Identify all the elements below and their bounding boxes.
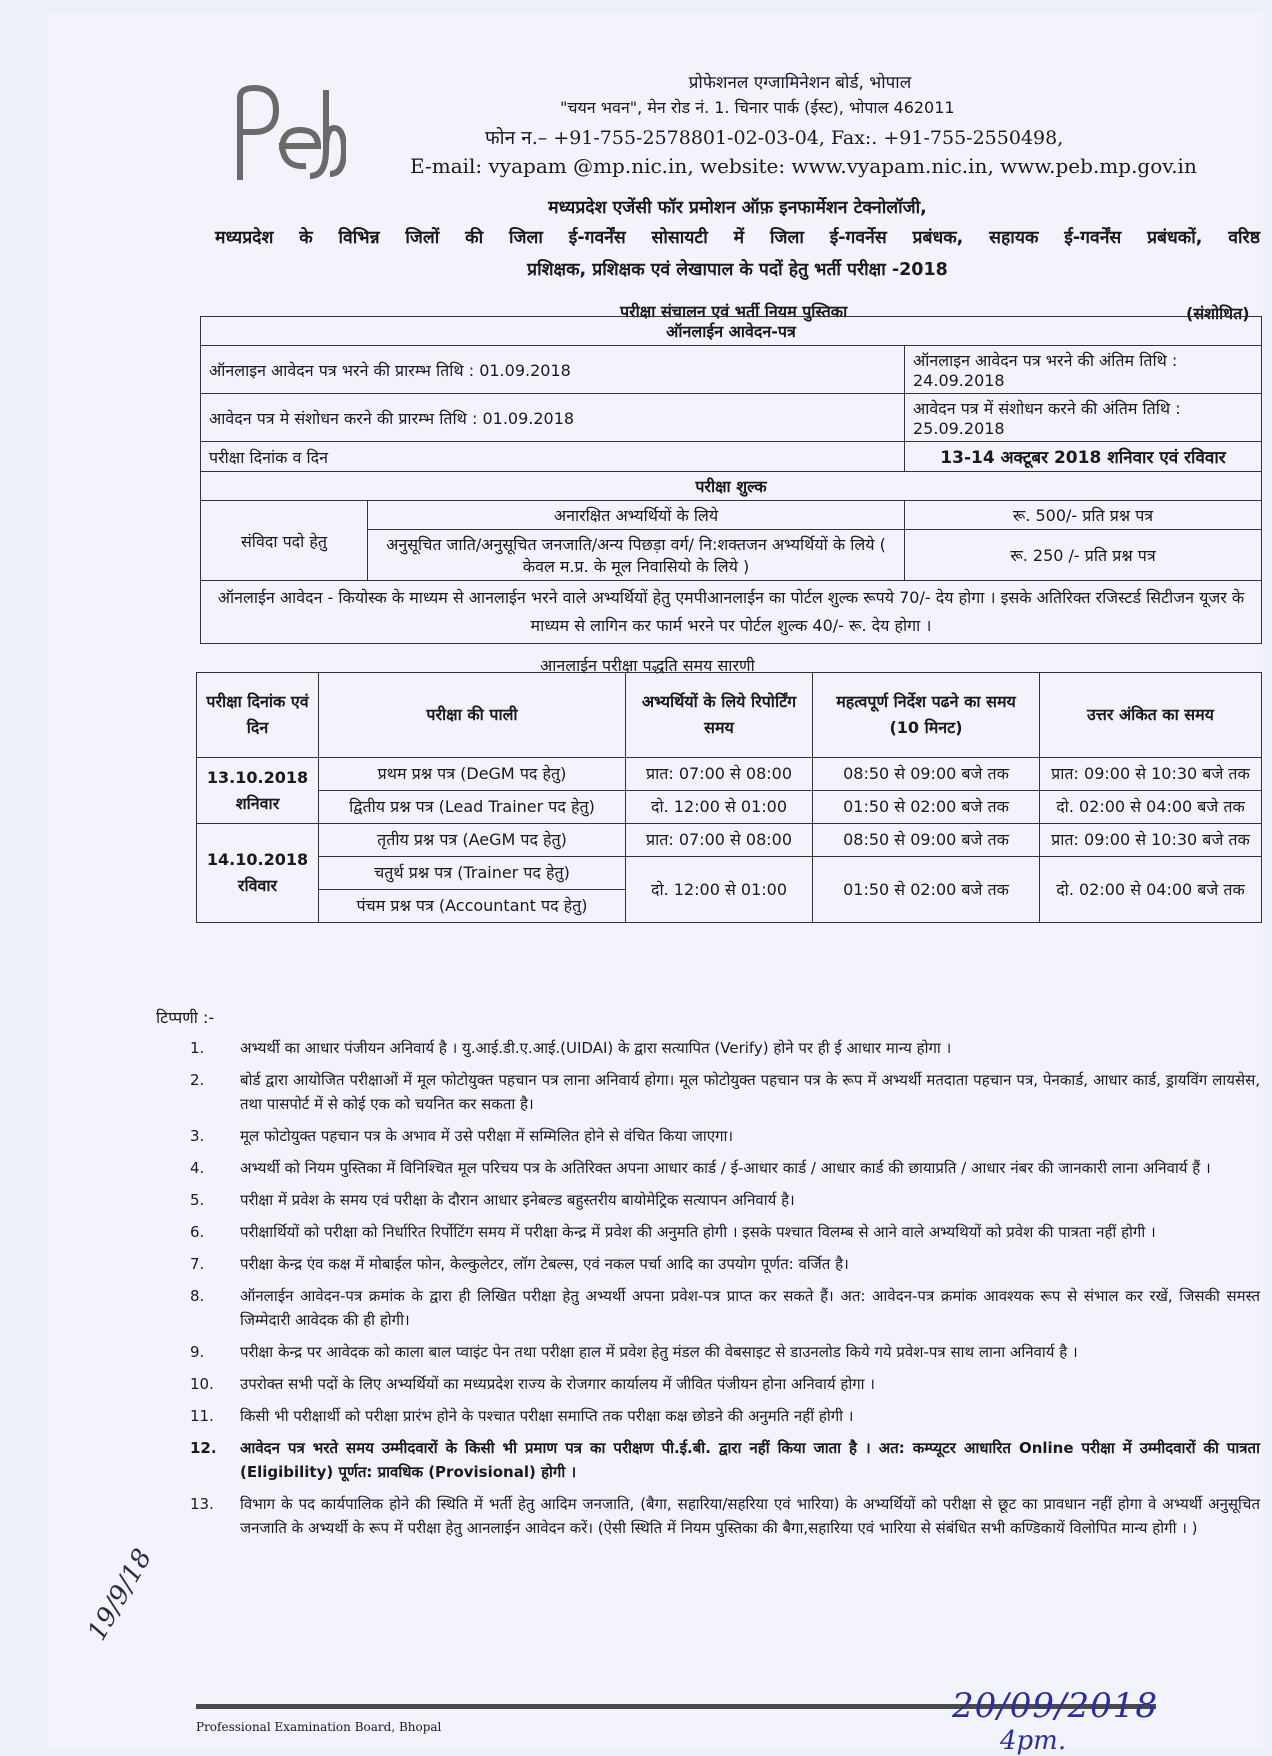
list-item <box>190 1068 1260 1116</box>
answer-time: दो. 02:00 से 04:00 बजे तक <box>1040 791 1262 824</box>
rulebook-heading: परीक्षा संचालन एवं भर्ती नियम पुस्तिका <box>620 302 848 321</box>
paper-name: पंचम प्रश्न पत्र (Accountant पद हेतु) <box>319 890 626 923</box>
col-header-shift: परीक्षा की पाली <box>319 673 626 758</box>
correction-end: आवेदन पत्र में संशोधन करने की अंतिम तिथि : 25.09.2018 <box>905 394 1262 442</box>
portal-fee-note: ऑनलाईन आवेदन - कियोस्क के माध्यम से आनलाईन भरने वाले अभ्यर्थियों हेतु एमपीआनलाईन का पोर्टल शुल्क रूपये 70/- देय होगा । इसके अतिरिक्त रजिस्टर्ड सिटीजन यूजर के माध्यम से लागिन कर फार्म भरने पर पोर्टल शुल्क 40/- रू. देय होगा । <box>201 581 1262 644</box>
note-text: परीक्षार्थियों को परीक्षा को निर्धारित रिर्पोटिंग समय में परीक्षा केन्द्र में प्रवेश की अनुमति होगी । इसके पश्चात विलम्ब से आने वाले अभ्यथियों को प्रवेश की पात्रता नहीं होगी । <box>240 1223 1156 1241</box>
paper-name: द्वितीय प्रश्न पत्र (Lead Trainer पद हेतु) <box>319 791 626 824</box>
reporting-time: दो. 12:00 से 01:00 <box>626 791 813 824</box>
note-text: अभ्यर्थी का आधार पंजीयन अनिवार्य है । यु.आई.डी.ए.आई.(UIDAI) के द्वारा सत्यापित (Verify) होने पर ही ई आधार मान्य होगा । <box>240 1039 952 1057</box>
note-text: अभ्यर्थी को नियम पुस्तिका में विनिश्चित मूल परिचय पत्र के अतिरिक्त अपना आधार कार्ड / ई-आधार कार्ड / आधार कार्ड की छायाप्रति / आधार नंबर की जानकारी लाना अनिवार्य हैं । <box>240 1159 1211 1177</box>
answer-time: प्रात: 09:00 से 10:30 बजे तक <box>1040 758 1262 791</box>
schedule-caption: आनलाईन परीक्षा पद्धति समय सारणी <box>540 656 755 675</box>
exam-date-value: 13-14 अक्टूबर 2018 शनिवार एवं रविवार <box>905 442 1262 472</box>
note-text: किसी भी परीक्षार्थी को परीक्षा प्रारंभ होने के पश्चात परीक्षा समाप्ति तक परीक्षा कक्ष छोडने की अनुमति नहीं होगी । <box>240 1407 854 1425</box>
fee-unreserved-value: रू. 500/- प्रति प्रश्न पत्र <box>905 501 1262 530</box>
reporting-time: दो. 12:00 से 01:00 <box>626 857 813 923</box>
table-row <box>197 824 1262 857</box>
list-item <box>190 1340 1260 1364</box>
correction-start: आवेदन पत्र मे संशोधन करने की प्रारम्भ तिथि : 01.09.2018 <box>201 394 905 442</box>
note-number: 2. <box>190 1071 205 1089</box>
list-item <box>190 1436 1260 1484</box>
col-header-reading: महत्वपूर्ण निर्देश पढने का समय (10 मिनट) <box>813 673 1040 758</box>
title-line-2: मध्यप्रदेश के विभिन्न जिलों की जिला ई-गवर्नेंस सोसायटी में जिला ई-गवर्नेस प्रबंधक, सहायक ई-गवर्नेंस प्रबंधकों, वरिष्ठ <box>215 228 1260 248</box>
note-number: 12. <box>190 1439 217 1457</box>
fee-heading: परीक्षा शुल्क <box>201 472 1262 501</box>
col-header-reporting: अभ्यर्थियों के लिये रिपोर्टिंग समय <box>626 673 813 758</box>
reading-time: 08:50 से 09:00 बजे तक <box>813 824 1040 857</box>
application-end: ऑनलाइन आवेदन पत्र भरने की अंतिम तिथि : 24.09.2018 <box>905 346 1262 394</box>
paper-name: तृतीय प्रश्न पत्र (AeGM पद हेतु) <box>319 824 626 857</box>
answer-time: प्रात: 09:00 से 10:30 बजे तक <box>1040 824 1262 857</box>
org-email: E-mail: vyapam @mp.nic.in, website: www.vyapam.nic.in, www.peb.mp.gov.in <box>410 154 1197 178</box>
notes-list <box>190 1036 1260 1548</box>
exam-date-label: परीक्षा दिनांक व दिन <box>201 442 905 472</box>
list-item <box>190 1188 1260 1212</box>
list-item <box>190 1492 1260 1540</box>
list-item <box>190 1220 1260 1244</box>
paper-name: चतुर्थ प्रश्न पत्र (Trainer पद हेतु) <box>319 857 626 890</box>
handwritten-signature: 19/9/18 <box>82 1544 159 1646</box>
note-number: 13. <box>190 1495 214 1513</box>
table-row <box>197 758 1262 791</box>
note-number: 6. <box>190 1223 205 1241</box>
list-item <box>190 1404 1260 1428</box>
reading-time: 01:50 से 02:00 बजे तक <box>813 857 1040 923</box>
title-line-3: प्रशिक्षक, प्रशिक्षक एवं लेखापाल के पदों हेतु भर्ती परीक्षा -2018 <box>527 260 948 280</box>
answer-time: दो. 02:00 से 04:00 बजे तक <box>1040 857 1262 923</box>
col-header-date: परीक्षा दिनांक एवं दिन <box>197 673 319 758</box>
list-item <box>190 1372 1260 1396</box>
table-row <box>197 791 1262 824</box>
title-line-1: मध्यप्रदेश एजेंसी फॉर प्रमोशन ऑफ़ इनफार्मेशन टेक्नोलॉजी, <box>548 198 927 218</box>
reading-time: 01:50 से 02:00 बजे तक <box>813 791 1040 824</box>
note-text: परीक्षा केन्द्र एंव कक्ष में मोबाईल फोन, केल्कुलेटर, लॉग टेबल्स, एवं नकल पर्चा आदि का उपयोग पूर्णत: वर्जित है। <box>240 1255 849 1273</box>
notes-heading: टिप्पणी :- <box>156 1008 215 1027</box>
list-item <box>190 1156 1260 1180</box>
note-number: 10. <box>190 1375 214 1393</box>
org-name: प्रोफेशनल एग्जामिनेशन बोर्ड, भोपाल <box>688 73 912 93</box>
paper-name: प्रथम प्रश्न पत्र (DeGM पद हेतु) <box>319 758 626 791</box>
reporting-time: प्रात: 07:00 से 08:00 <box>626 758 813 791</box>
handwritten-time: 4pm. <box>1000 1726 1067 1756</box>
exam-day-1: 13.10.2018 शनिवार <box>197 758 319 824</box>
note-number: 5. <box>190 1191 205 1209</box>
fee-unreserved-label: अनारक्षित अभ्यर्थियों के लिये <box>368 501 905 530</box>
org-phone: फोन न.– +91-755-2578801-02-03-04, Fax:. +91-755-2550498, <box>485 127 1064 149</box>
application-heading: ऑनलाईन आवेदन-पत्र <box>201 317 1262 346</box>
note-number: 1. <box>190 1039 205 1057</box>
fee-post-label: संविदा पदो हेतु <box>201 501 368 581</box>
note-text: आवेदन पत्र भरते समय उम्मीदवारों के किसी भी प्रमाण पत्र का परीक्षण पी.ई.बी. द्वारा नहीं किया जाता है । अत: कम्प्यूटर आधारित Online परीक्षा में उम्मीदवारों की पात्रता (Eligibility) पूर्णत: प्रावधिक (Provisional) होगी । <box>240 1439 1260 1481</box>
application-start: ऑनलाइन आवेदन पत्र भरने की प्रारम्भ तिथि : 01.09.2018 <box>201 346 905 394</box>
exam-schedule-table <box>196 672 1262 923</box>
footer-text: Professional Examination Board, Bhopal <box>196 1720 442 1734</box>
note-number: 3. <box>190 1127 205 1145</box>
list-item <box>190 1124 1260 1148</box>
list-item <box>190 1284 1260 1332</box>
org-address: "चयन भवन", मेन रोड नं. 1. चिनार पार्क (ईस्ट), भोपाल 462011 <box>560 98 955 117</box>
note-text: मूल फोटोयुक्त पहचान पत्र के अभाव में उसे परीक्षा में सम्मिलित होने से वंचित किया जाएगा। <box>240 1127 734 1145</box>
note-text: परीक्षा केन्द्र पर आवेदक को काला बाल प्वाइंट पेन तथा परीक्षा हाल में प्रवेश हेतु मंडल की वेबसाइट से डाउनलोड किये गये प्रवेश-पत्र साथ लाना अनिवार्य है । <box>240 1343 1078 1361</box>
note-text: परीक्षा में प्रवेश के समय एवं परीक्षा के दौरान आधार इनेबल्ड बहुस्तरीय बायोमेट्रिक सत्यापन अनिवार्य है। <box>240 1191 795 1209</box>
fee-reserved-value: रू. 250 /- प्रति प्रश्न पत्र <box>905 530 1262 581</box>
reading-time: 08:50 से 09:00 बजे तक <box>813 758 1040 791</box>
note-number: 7. <box>190 1255 205 1273</box>
note-text: उपरोक्त सभी पदों के लिए अभ्यर्थियों का मध्यप्रदेश राज्य के रोजगार कार्यालय में जीवित पंजीयन होना अनिवार्य होगा । <box>240 1375 875 1393</box>
exam-day-2: 14.10.2018 रविवार <box>197 824 319 923</box>
note-text: विभाग के पद कार्यपालिक होने की स्थिति में भर्ती हेतु आदिम जनजाति, (बैगा, सहारिया/सहरिया एवं भारिया) के अभ्यर्थियों को परीक्षा से छूट का प्रावधान नहीं होगा वे अभ्यर्थी अनुसूचित जनजाति के अभ्यर्थी के रूप में परीक्षा हेतु आनलाईन आवेदन करें। (ऐसी स्थिति में नियम पुस्तिका की बैगा,सहारिया एवं भारिया से संबंधित सभी कण्डिकायें विलोपित मान्य होगी । ) <box>240 1495 1260 1537</box>
note-text: ऑनलाईन आवेदन-पत्र क्रमांक के द्वारा ही लिखित परीक्षा हेतु अभ्यर्थी अपना प्रवेश-पत्र प्राप्त कर सकते हैं। अत: आवेदन-पत्र क्रमांक आवश्यक रूप से संभाल कर रखें, जिसकी समस्त जिम्मेदारी आवेदक की ही होगी। <box>240 1287 1260 1329</box>
note-text: बोर्ड द्वारा आयोजित परीक्षाओं में मूल फोटोयुक्त पहचान पत्र लाना अनिवार्य होगा। मूल फोटोयुक्त पहचान पत्र के रूप में अभ्यर्थी मतदाता पहचान पत्र, पेनकार्ड, आधार कार्ड, ड्रायविंग लायसेस, तथा पासपोर्ट में से कोई एक को चयनित कर सकता है। <box>240 1071 1260 1113</box>
table-row <box>197 857 1262 890</box>
revised-label: (संशोधित) <box>1186 304 1250 323</box>
handwritten-date: 20/09/2018 <box>952 1686 1158 1726</box>
note-number: 4. <box>190 1159 205 1177</box>
note-number: 11. <box>190 1407 214 1425</box>
application-fee-table <box>200 316 1262 644</box>
note-number: 9. <box>190 1343 205 1361</box>
fee-reserved-label: अनुसूचित जाति/अनुसूचित जनजाति/अन्य पिछड़ा वर्ग/ नि:शक्तजन अभ्यर्थियों के लिये ( केवल म.प्र. के मूल निवासियो के लिये ) <box>368 530 905 581</box>
reporting-time: प्रात: 07:00 से 08:00 <box>626 824 813 857</box>
note-number: 8. <box>190 1287 205 1305</box>
list-item <box>190 1036 1260 1060</box>
list-item <box>190 1252 1260 1276</box>
col-header-answer: उत्तर अंकित का समय <box>1040 673 1262 758</box>
peb-logo-icon <box>226 80 346 190</box>
